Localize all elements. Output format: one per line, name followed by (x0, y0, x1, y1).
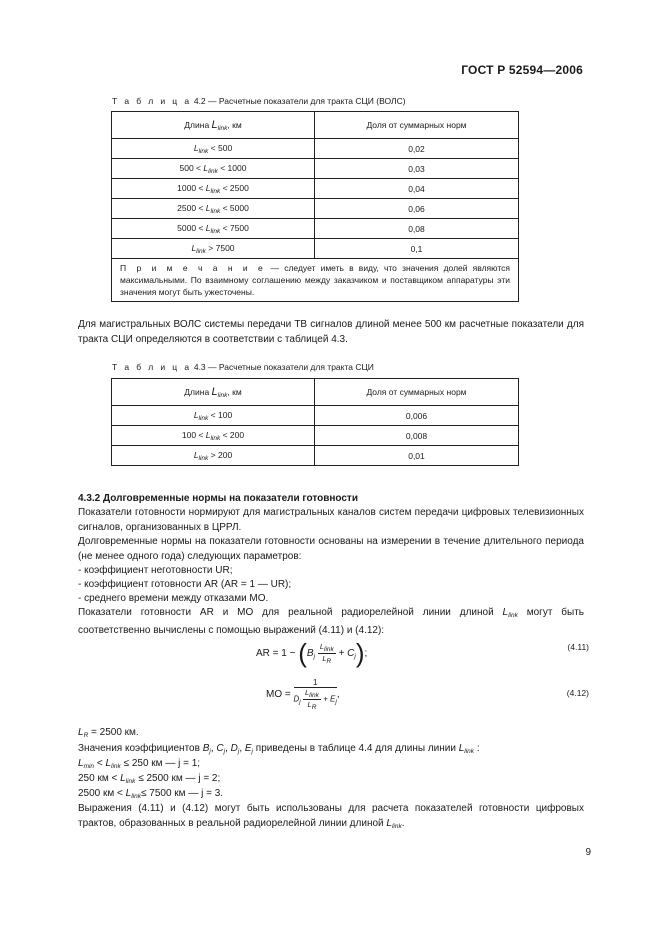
header-length: Длина $L_{link}$, км (112, 379, 315, 406)
table-4-3-caption (112, 362, 374, 372)
page-number: 9 (585, 847, 591, 858)
list-item: - коэффициент готовности AR (AR = 1 — UR); (78, 579, 292, 590)
table-4-3 (111, 378, 519, 466)
list-item: - коэффициент неготовности UR; (78, 565, 233, 576)
table-row: $100 < L_{link} < 200$ 0,008 (112, 426, 519, 446)
table-4-2-caption (112, 96, 406, 106)
table-note: П р и м е ч а н и е — следует иметь в виду, что значения долей являются максимальными. По взаимному соглашению между заказчиком и поставщиком аппаратуры эти значения могут быть ужесточены. (112, 259, 519, 302)
range-line: 250 км < $L_{link} \le 2500$ км — j = 2; (78, 773, 221, 785)
table-row: $L_{link} > 7500$ 0,1 (112, 239, 519, 259)
paragraph: Долговременные нормы на показатели готовности основаны на измерении в течение длительного периода (не менее одного года) следующих параметров: (78, 536, 584, 562)
table-row: $2500 < L_{link} < 5000$ 0,06 (112, 199, 519, 219)
list-item: - среднего времени между отказами МО. (78, 593, 269, 604)
table-header-row (112, 379, 519, 406)
table-row: $L_{link} < 100$ 0,006 (112, 406, 519, 426)
table-note-row (112, 259, 519, 302)
equation-4-11: AR = $1 - (B_j$ $\frac{L_{link}}{L_R}$ + $C_j$); (256, 638, 368, 668)
coefficients-line: Значения коэффициентов $B_j$, $C_j$, $D_j$, $E_j$ приведены в таблице 4.4 для длины линии $L_{link}$ : (78, 743, 480, 755)
header-share: Доля от суммарных норм (315, 112, 519, 139)
range-line: $L_{min} < L_{link} \le 250$ км — j = 1; (78, 758, 201, 770)
lr-definition: $L_R = 2500$ км. (78, 727, 139, 739)
header-length: Длина $L_{link}$, км (112, 112, 315, 139)
equation-number: (4.12) (566, 688, 589, 698)
table-row: $L_{link} > 200$ 0,01 (112, 446, 519, 466)
paragraph: Для магистральных ВОЛС системы передачи ТВ сигналов длиной менее 500 км расчетные показатели для тракта СЦИ определяются в соответствии с таблицей 4.3. (78, 319, 584, 345)
table-row: $1000 < L_{link} < 2500$ 0,04 (112, 179, 519, 199)
table-row: $500 < L_{link} < 1000$ 0,03 (112, 159, 519, 179)
section-heading: 4.3.2 Долговременные нормы на показатели готовности (78, 493, 358, 504)
table-row: $5000 < L_{link} < 7500$ 0,08 (112, 219, 519, 239)
caption-text: 4.3 — Расчетные показатели для тракта СЦИ (193, 362, 374, 372)
equation-4-12: МО = 1 $D_j$ $\frac{L_{link}}{L_R}$ + $E_j$ , (266, 678, 340, 711)
paragraph: Выражения (4.11) и (4.12) могут быть использованы для расчета показателей готовности цифровых трактов, образованных в реальной радиорелейной линии длиной $L_{link}$. (78, 803, 584, 830)
paragraph: Показатели готовности AR и МО для реальной радиорелейной линии длиной $L_{link}$ могут быть соответственно вычислены с помощью выражений (4.11) и (4.12): (78, 607, 584, 636)
paragraph: Показатели готовности нормируют для магистральных каналов систем передачи цифровых телевизионных сигналов, организованных в ЦРРЛ. (78, 507, 584, 533)
table-header-row (112, 112, 519, 139)
document-id: ГОСТ Р 52594—2006 (461, 63, 583, 77)
caption-text: 4.2 — Расчетные показатели для тракта СЦИ (ВОЛС) (193, 96, 406, 106)
equation-number: (4.11) (567, 642, 589, 652)
table-row: $L_{link} < 500$ 0,02 (112, 139, 519, 159)
header-share: Доля от суммарных норм (315, 379, 519, 406)
caption-word: Т а б л и ц а (112, 96, 192, 106)
range-line: 2500 км < $L_{link}\le 7500$ км — j = 3. (78, 788, 224, 800)
table-4-2 (111, 111, 519, 302)
caption-word: Т а б л и ц а (112, 362, 192, 372)
